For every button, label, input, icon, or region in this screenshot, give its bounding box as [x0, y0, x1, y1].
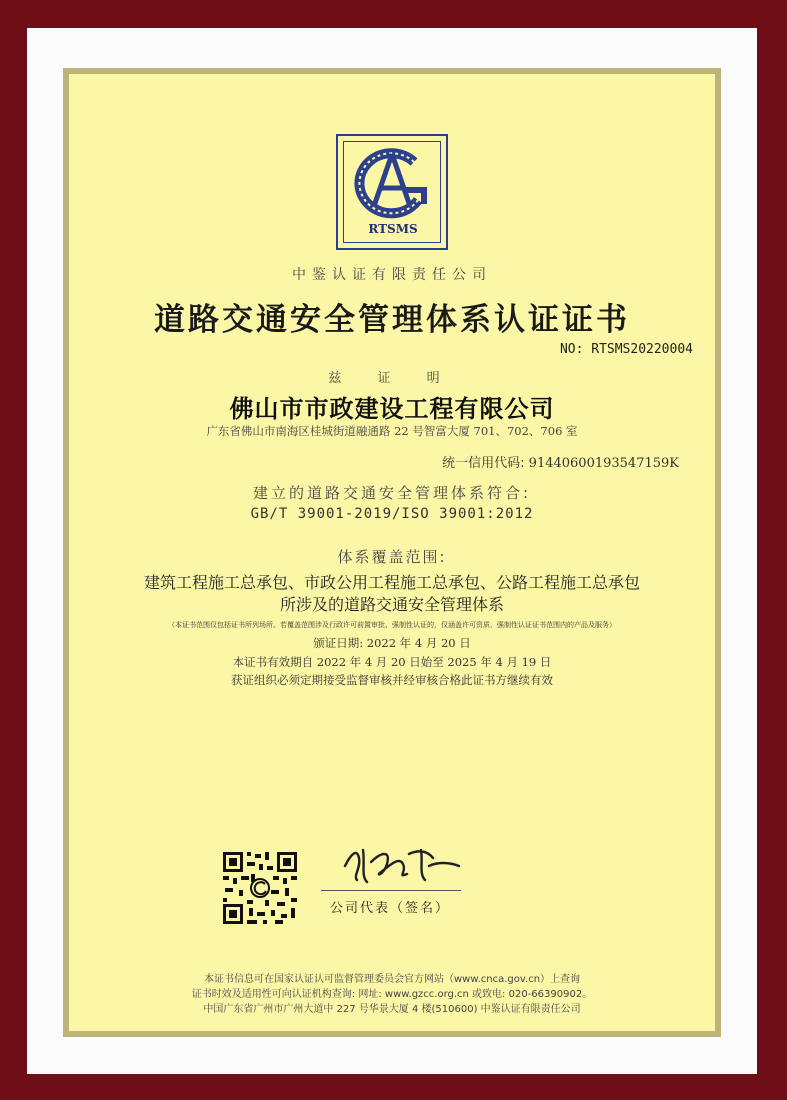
signature-line: [321, 890, 461, 891]
qr-code[interactable]: [221, 850, 299, 926]
cqc-logo-icon: [344, 144, 440, 222]
organization-address: 广东省佛山市南海区桂城街道融通路 22 号智富大厦 701、702、706 室: [206, 424, 578, 438]
signature-icon: [337, 836, 467, 888]
footer-line-1: 本证书信息可在国家认证认可监督管理委员会官方网站（www.cnca.gov.cn）上查询: [203, 974, 581, 985]
certificate-title: 道路交通安全管理体系认证证书: [154, 302, 630, 338]
signature-label: 公司代表（签名）: [329, 901, 450, 916]
certificate-paper: [69, 74, 715, 1031]
standard-code: GB/T 39001-2019/ISO 39001:2012: [250, 506, 534, 522]
logo-inner-frame: [343, 141, 441, 243]
credit-code: [442, 452, 679, 471]
issue-date: 颁证日期: 2022 年 4 月 20 日: [313, 636, 471, 650]
scope-line-2: 所涉及的道路交通安全管理体系: [279, 595, 504, 614]
issuer-name: 中鉴认证有限责任公司: [292, 267, 492, 283]
credit-code-label: 统一信用代码:: [442, 456, 525, 471]
scope-note: （本证书范围仅包括证书所列场所。若覆盖范围涉及行政许可前置审批、强制性认证的，仅涵盖许可资质、强制性认证证书范围内的产品及服务）: [168, 621, 616, 629]
surveillance-note: 获证组织必须定期接受监督审核并经审核合格此证书方继续有效: [231, 673, 553, 687]
cqc-logo: [336, 134, 448, 250]
organization-name: 佛山市市政建设工程有限公司: [229, 395, 555, 423]
footer-line-3: 中国广东省广州市广州大道中 227 号华景大厦 4 楼(510600) 中鉴认证有限责任公司: [203, 1004, 581, 1015]
hereby-certify: 兹 证 明: [328, 371, 456, 386]
credit-code-value: 91440600193547159K: [528, 456, 679, 471]
standard-intro: 建立的道路交通安全管理体系符合:: [252, 484, 532, 502]
logo-text: RTSMS: [368, 222, 418, 236]
scope-heading: 体系覆盖范围:: [337, 548, 447, 566]
footer-line-2: 证书时效及适用性可向认证机构查询: 网址: www.gzcc.org.cn 或致电: 020-66390902。: [191, 989, 593, 1000]
scope-line-1: 建筑工程施工总承包、市政公用工程施工总承包、公路工程施工总承包: [143, 573, 640, 592]
certificate-number: NO: RTSMS20220004: [559, 342, 693, 357]
validity-period: 本证书有效期自 2022 年 4 月 20 日始至 2025 年 4 月 19 日: [232, 655, 552, 669]
